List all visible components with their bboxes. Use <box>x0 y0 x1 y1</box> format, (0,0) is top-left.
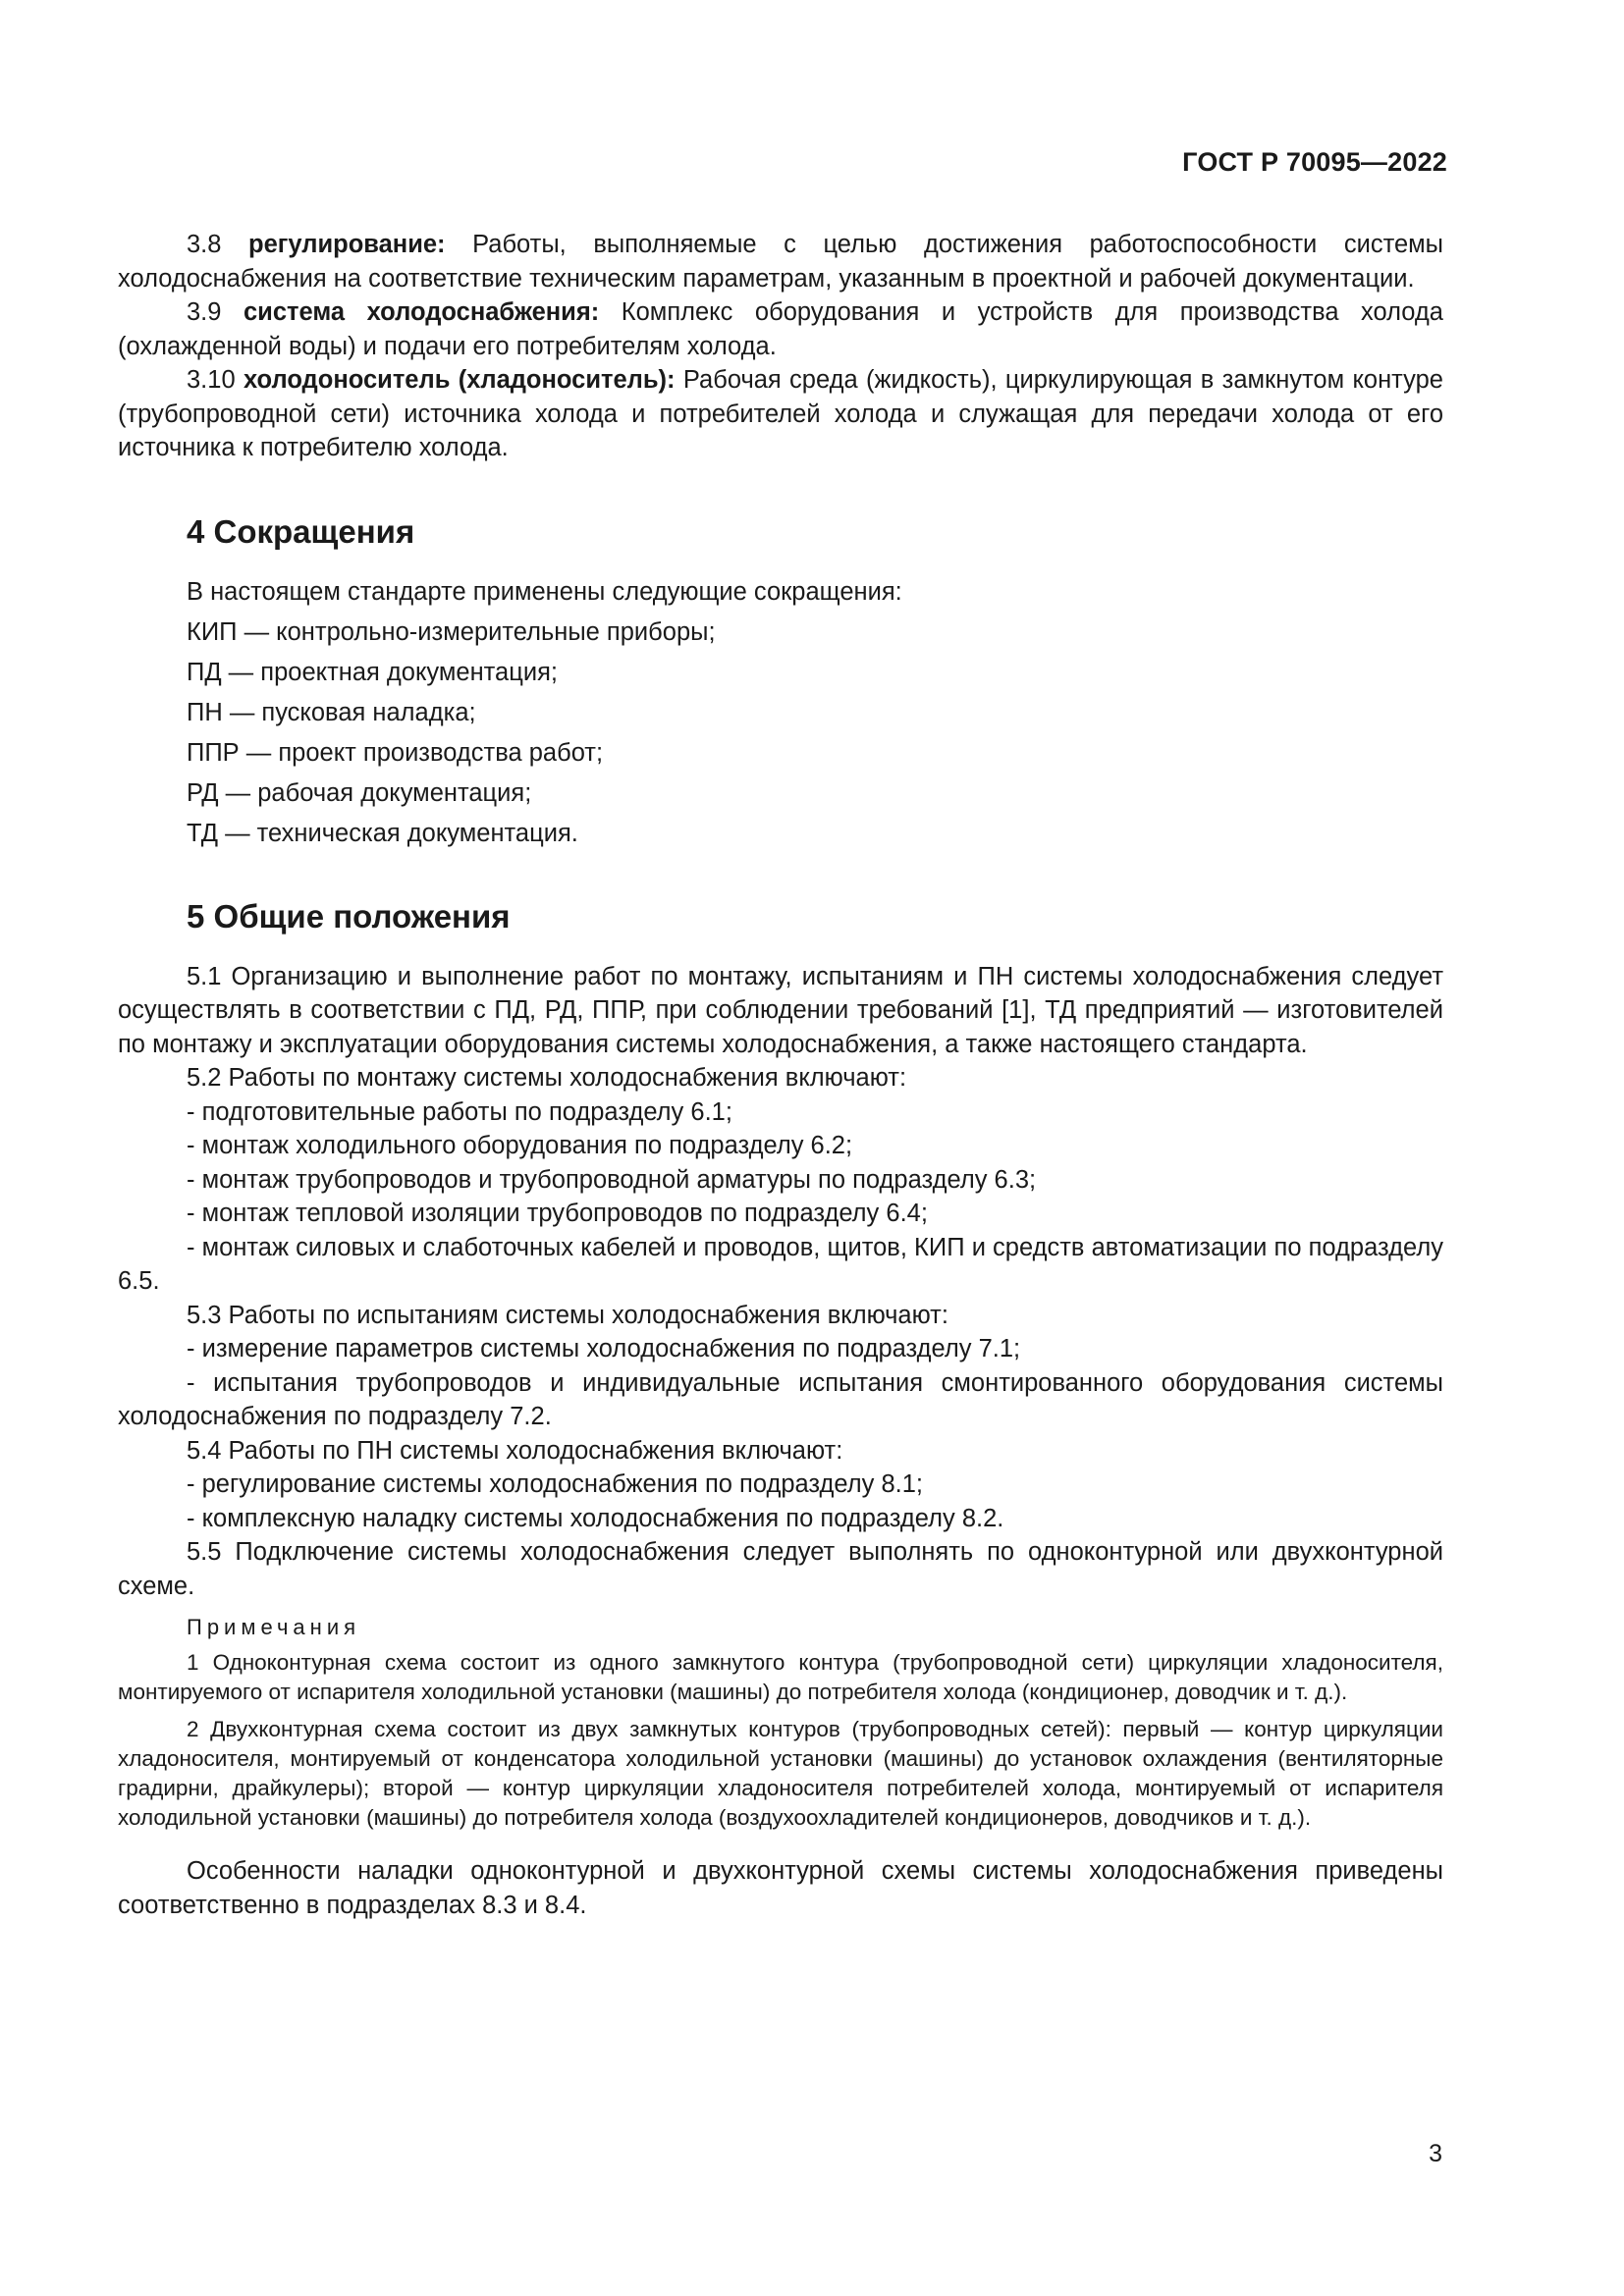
definition-number: 3.8 <box>187 231 222 258</box>
page-number: 3 <box>1429 2140 1442 2167</box>
section-4-title: 4 Сокращения <box>187 512 415 550</box>
abbreviation-item: РД — рабочая документация; <box>187 778 532 807</box>
clause-5-2: 5.2 Работы по монтажу системы холодоснабжения включают: <box>187 1064 907 1092</box>
definition-text: Комплекс оборудования и устройств для производства холода (охлажденной воды) и подачи его потребителям холода. <box>118 298 1443 360</box>
abbreviation-item: ПН — пусковая наладка; <box>187 698 476 726</box>
list-item: - монтаж тепловой изоляции трубопроводов по подразделу 6.4; <box>187 1200 928 1227</box>
list-item: - монтаж трубопроводов и трубопроводной арматуры по подразделу 6.3; <box>187 1165 1037 1194</box>
list-item: - комплексную наладку системы холодоснабжения по подразделу 8.2. <box>187 1504 1004 1532</box>
section-5-title: 5 Общие положения <box>187 897 511 934</box>
closing-paragraph: Особенности наладки одноконтурной и двухконтурной схемы системы холодоснабжения приведены соответственно в подразделах 8.3 и 8.4. <box>118 1857 1443 1919</box>
definition-number: 3.10 <box>187 366 236 394</box>
list-item: - подготовительные работы по подразделу 6.1; <box>187 1097 732 1126</box>
abbreviations-intro: В настоящем стандарте применены следующие сокращения: <box>187 577 902 606</box>
abbreviation-item: ПД — проектная документация; <box>187 658 558 686</box>
definition-3-9 <box>118 295 1443 363</box>
abbreviation-item: ТД — техническая документация. <box>187 819 578 847</box>
list-item: - монтаж холодильного оборудования по подразделу 6.2; <box>187 1132 853 1159</box>
definition-text: Работы, выполняемые с целью достижения работоспособности системы холодоснабжения на соответствие техническим параметрам, указанным в проектной и рабочей документации. <box>118 231 1444 293</box>
list-item: - измерение параметров системы холодоснабжения по подразделу 7.1; <box>187 1335 1021 1362</box>
list-item: - регулирование системы холодоснабжения по подразделу 8.1; <box>187 1470 923 1498</box>
abbreviation-item: КИП — контрольно-измерительные приборы; <box>187 617 716 646</box>
page-content <box>118 228 1443 1922</box>
clause-5-1: 5.1 Организацию и выполнение работ по монтажу, испытаниям и ПН системы холодоснабжения следует осуществлять в соответствии с ПД, РД, ППР, при соблюдении требований [1], ТД предприятий — изготовителей по монтажу и эксплуатации оборудования системы холодоснабжения, а также настоящего стандарта. <box>118 962 1443 1058</box>
definition-term: регулирование: <box>248 231 446 258</box>
definition-3-8 <box>118 228 1443 295</box>
clause-5-4: 5.4 Работы по ПН системы холодоснабжения включают: <box>187 1436 843 1465</box>
definition-text: Рабочая среда (жидкость), циркулирующая в замкнутом контуре (трубопроводной сети) источника холода и потребителей холода и служащая для передачи холода от его источника к потребителю холода. <box>118 366 1443 461</box>
definition-number: 3.9 <box>187 298 222 326</box>
definition-term: система холодоснабжения: <box>244 298 600 326</box>
note-item: 2 Двухконтурная схема состоит из двух замкнутых контуров (трубопроводных сетей): первый — контур циркуляции хладоносителя, монтируемый от конденсатора холодильной установки (машины) до установок охлаждения (вентиляторные градирни, драйкулеры); второй — контур циркуляции хладоносителя потребителей холода, монтируемый от испарителя холодильной установки (машины) до потребителя холода (воздухоохладителей кондиционеров, доводчиков и т. д.). <box>118 1717 1443 1830</box>
definition-term: холодоноситель (хладоноситель): <box>243 366 676 394</box>
list-item: - монтаж силовых и слаботочных кабелей и проводов, щитов, КИП и средств автоматизации по подразделу 6.5. <box>118 1233 1443 1295</box>
clause-5-3: 5.3 Работы по испытаниям системы холодоснабжения включают: <box>187 1301 948 1329</box>
standard-code: ГОСТ Р 70095—2022 <box>1182 147 1447 177</box>
note-item: 1 Одноконтурная схема состоит из одного замкнутого контура (трубопроводной сети) циркуляции хладоносителя, монтируемого от испарителя холодильной установки (машины) до потребителя холода (кондиционер, доводчик и т. д.). <box>118 1650 1443 1704</box>
definition-3-10 <box>118 363 1443 465</box>
abbreviation-item: ППР — проект производства работ; <box>187 738 604 767</box>
list-item: - испытания трубопроводов и индивидуальные испытания смонтированного оборудования системы холодоснабжения по подразделу 7.2. <box>118 1368 1443 1430</box>
clause-5-5: 5.5 Подключение системы холодоснабжения следует выполнять по одноконтурной или двухконтурной схеме. <box>118 1538 1443 1600</box>
notes-title: Примечания <box>187 1615 361 1639</box>
